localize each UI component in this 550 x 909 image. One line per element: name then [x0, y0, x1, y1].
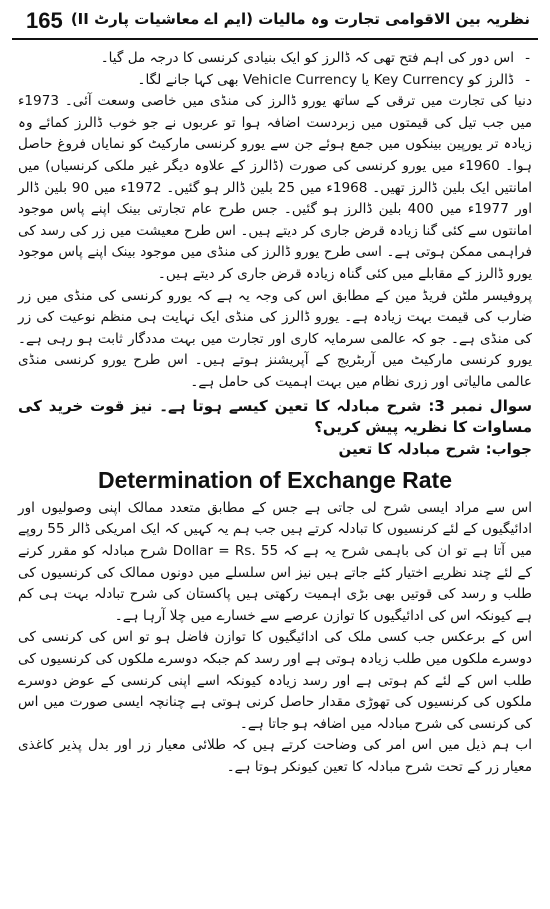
- bullet-item: - اس دور کی اہم فتح تھی کہ ڈالرز کو ایک بنیادی کرنسی کا درجہ مل گیا۔: [18, 48, 532, 70]
- body-paragraph: اس سے مراد ایسی شرح لی جاتی ہے جس کے مطابق متعدد ممالک اپنی وصولیوں اور ادائیگیوں کے لئے کرنسیوں کا تبادلہ کرتے ہیں جب ہم یہ کہیں کہ ایک امریکی ڈالر 55 روپے میں آتا ہے تو ان کی باہمی شرح یہ ہے کہ Dollar = Rs. 55 شرح مبادلہ کو مقرر کرنے کے لئے چند نظریے اختیار کئے جاتے ہیں نیز اس سلسلے میں دونوں ممالک کی کرنسیوں کی طلب و رسد کی قوتیں بھی بڑی اہمیت رکھتی ہیں پاکستان کی شرح تبادلہ بہت ہی کم ہے کیونکہ اس کی ادائیگیوں کا توازن عرصے سے خسارے میں چلا آرہا ہے۔: [18, 499, 533, 624]
- question-heading: سوال نمبر 3: شرح مبادلہ کا تعین کیسے ہوتا ہے۔ نیز قوت خرید کی مساوات کا نظریہ پیش کریں؟: [18, 396, 532, 437]
- body-paragraph: اب ہم ذیل میں اس امر کی وضاحت کرتے ہیں کہ طلائی معیار زر اور بدل پذیر کاغذی معیار زر کے تحت شرح مبادلہ کا تعین کیونکر ہوتا ہے۔: [18, 737, 532, 775]
- running-title: نظریہ بین الاقوامی تجارت وہ مالیات (ایم اے معاشیات پارٹ II): [70, 10, 530, 28]
- page-body: [18, 48, 532, 903]
- body-paragraph: اس کے برعکس جب کسی ملک کی ادائیگیوں کا توازن فاضل ہو تو اس کی کرنسی کی دوسرے ملکوں میں طلب زیادہ ہوتی ہے اور رسد کم جبکہ دوسرے ملکوں کی کرنسیوں کی طلب اس کے لئے کم ہوتی ہے اور رسد زیادہ کیونکہ اسے اپنی کرنسی کے عوض دوسرے ملکوں کی کرنسیوں کی تھوڑی مقدار حاصل کرنی ہوتی ہے چنانچہ ایسی صورت میں اس کی کرنسی کی شرح مبادلہ میں اضافہ ہو جاتا ہے۔: [18, 629, 532, 732]
- page-header: [12, 6, 538, 40]
- bullet-item: - ڈالرز کو Key Currency یا Vehicle Currency بھی کہا جانے لگا۔: [18, 70, 532, 92]
- section-heading: Determination of Exchange Rate: [97, 467, 453, 494]
- body-paragraph: پروفیسر ملٹن فریڈ مین کے مطابق اس کی وجہ یہ ہے کہ یورو کرنسی کی منڈی میں زر ضارب کی قیمت بہت زیادہ ہے۔ یورو ڈالرز کی منڈی ایک نہایت ہی منظم نوعیت کی زر کی منڈی ہے۔ جو کہ عالمی سرمایہ کاری اور تجارت میں بہت مددگار ثابت ہو رہی ہے۔ یورو کرنسی مارکیٹ میں آربٹریج کے آپریشنز ہوتے ہیں۔ اس طرح یورو کرنسی منڈی عالمی مالیاتی اور زری نظام میں بہت اہمیت کی حامل ہے۔: [18, 287, 532, 390]
- answer-heading: جواب: شرح مبادلہ کا تعین: [338, 439, 532, 458]
- body-paragraph: دنیا کی تجارت میں ترقی کے ساتھ یورو ڈالرز کی منڈی میں خاصی وسعت آئی۔ 1973ء میں جب تیل کی قیمتوں میں زبردست اضافہ ہوا تو عربوں نے جو خوب ڈالرز کمائے وہ زیادہ تر یورپین بینکوں میں جمع ہوئے جن سے یورو کرنسی مارکیٹ کو نمایاں فروغ حاصل ہوا۔ 1960ء میں یورو کرنسی کی صورت (ڈالرز کے علاوہ دیگر غیر ملکی کرنسیاں) میں امانتیں ایک بلین ڈالرز تھیں۔ 1968ء میں 25 بلین ڈالر ہو گئیں۔ 1972ء میں 90 بلین ڈالر اور 1977ء میں 400 بلین ڈالرز ہو گئیں۔ جس طرح عام تجارتی بینک اپنے پاس موجود امانتوں سے کئی گنا زیادہ قرض جاری کر دیتے ہیں۔ اس طرح معیشت میں زر کی رسد کی فراہمی ممکن ہوتی ہے۔ اسی طرح یورو ڈالرز کی منڈی میں موجود بینک اپنے پاس موجود یورو ڈالرز کے مقابلے میں کئی گناہ زیادہ قرض جاری کر دیتے ہیں۔: [18, 93, 533, 282]
- page-number: 165: [26, 8, 63, 33]
